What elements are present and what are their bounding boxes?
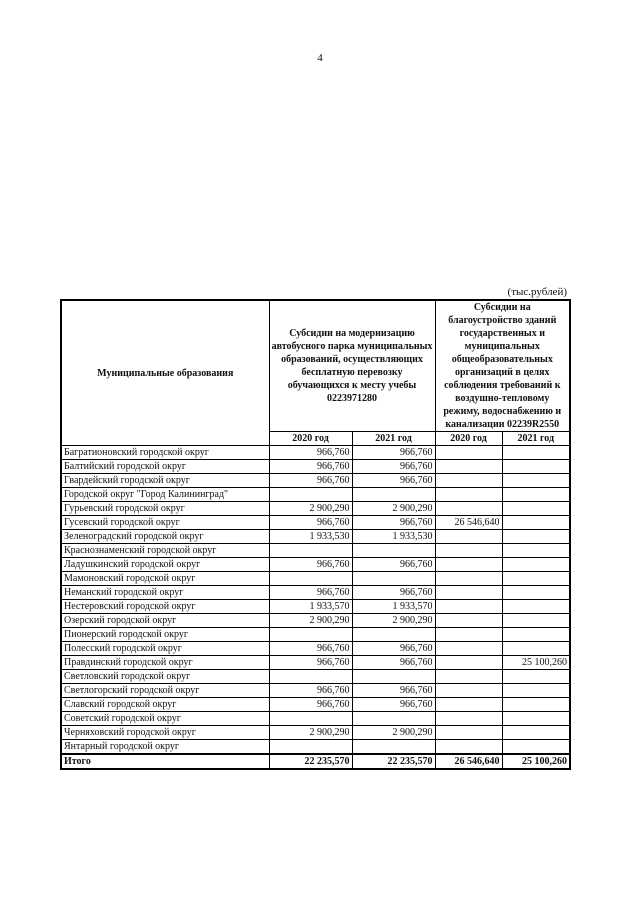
cell-bus-2020 bbox=[269, 488, 352, 502]
cell-bus-2021 bbox=[352, 712, 435, 726]
cell-bld-2021 bbox=[502, 614, 570, 628]
cell-bld-2020 bbox=[435, 474, 502, 488]
cell-bld-2021 bbox=[502, 488, 570, 502]
header-year-bus-2020: 2020 год bbox=[269, 432, 352, 446]
cell-bld-2020: 26 546,640 bbox=[435, 754, 502, 769]
municipality-name: Полесский городской округ bbox=[61, 642, 269, 656]
municipality-name: Славский городской округ bbox=[61, 698, 269, 712]
table-row bbox=[61, 656, 570, 670]
cell-bus-2021: 966,760 bbox=[352, 684, 435, 698]
cell-bus-2021: 2 900,290 bbox=[352, 614, 435, 628]
municipality-name: Гурьевский городской округ bbox=[61, 502, 269, 516]
cell-bus-2020 bbox=[269, 628, 352, 642]
cell-bus-2021: 966,760 bbox=[352, 446, 435, 460]
cell-bld-2020 bbox=[435, 740, 502, 755]
cell-bld-2021 bbox=[502, 698, 570, 712]
cell-bus-2020: 1 933,530 bbox=[269, 530, 352, 544]
cell-bld-2021 bbox=[502, 446, 570, 460]
cell-bus-2021: 22 235,570 bbox=[352, 754, 435, 769]
cell-bus-2021: 966,760 bbox=[352, 474, 435, 488]
table-row bbox=[61, 740, 570, 755]
cell-bld-2021 bbox=[502, 684, 570, 698]
cell-bus-2021 bbox=[352, 572, 435, 586]
cell-bld-2020 bbox=[435, 614, 502, 628]
table-row bbox=[61, 642, 570, 656]
cell-bld-2021: 25 100,260 bbox=[502, 754, 570, 769]
header-year-bld-2020: 2020 год bbox=[435, 432, 502, 446]
cell-bld-2020 bbox=[435, 530, 502, 544]
table-row bbox=[61, 502, 570, 516]
header-year-bus-2021: 2021 год bbox=[352, 432, 435, 446]
cell-bld-2020 bbox=[435, 670, 502, 684]
units-note: (тыс.рублей) bbox=[507, 286, 567, 298]
table-row bbox=[61, 572, 570, 586]
municipality-name: Пионерский городской округ bbox=[61, 628, 269, 642]
cell-bus-2021: 1 933,530 bbox=[352, 530, 435, 544]
table-row bbox=[61, 600, 570, 614]
cell-bus-2021: 2 900,290 bbox=[352, 502, 435, 516]
cell-bus-2021: 966,760 bbox=[352, 558, 435, 572]
cell-bus-2020: 966,760 bbox=[269, 642, 352, 656]
table-row bbox=[61, 460, 570, 474]
cell-bld-2021 bbox=[502, 558, 570, 572]
cell-bld-2020 bbox=[435, 446, 502, 460]
municipality-name: Озерский городской округ bbox=[61, 614, 269, 628]
cell-bus-2020 bbox=[269, 712, 352, 726]
table-row bbox=[61, 586, 570, 600]
table-row bbox=[61, 726, 570, 740]
municipality-name: Балтийский городской округ bbox=[61, 460, 269, 474]
header-buildings-subsidy: Субсидии на благоустройство зданий государственных и муниципальных общеобразовательных организаций в целях соблюдения требований к воздушно-тепловому режиму, водоснабжению и канализации 02239R2550 bbox=[435, 300, 570, 432]
cell-bld-2020 bbox=[435, 488, 502, 502]
cell-bld-2020 bbox=[435, 656, 502, 670]
municipality-name: Светловский городской округ bbox=[61, 670, 269, 684]
municipality-name: Нестеровский городской округ bbox=[61, 600, 269, 614]
cell-bus-2021 bbox=[352, 544, 435, 558]
cell-bus-2021: 966,760 bbox=[352, 586, 435, 600]
municipality-name: Ладушкинский городской округ bbox=[61, 558, 269, 572]
cell-bus-2020: 966,760 bbox=[269, 460, 352, 474]
municipality-name: Краснознаменский городской округ bbox=[61, 544, 269, 558]
cell-bld-2021 bbox=[502, 628, 570, 642]
cell-bld-2020 bbox=[435, 712, 502, 726]
cell-bld-2020 bbox=[435, 544, 502, 558]
cell-bld-2021 bbox=[502, 586, 570, 600]
cell-bld-2020: 26 546,640 bbox=[435, 516, 502, 530]
table-row bbox=[61, 628, 570, 642]
cell-bld-2020 bbox=[435, 726, 502, 740]
cell-bld-2021: 25 100,260 bbox=[502, 656, 570, 670]
total-row bbox=[61, 754, 570, 769]
cell-bld-2020 bbox=[435, 642, 502, 656]
cell-bus-2020 bbox=[269, 740, 352, 755]
cell-bus-2020: 966,760 bbox=[269, 586, 352, 600]
cell-bld-2021 bbox=[502, 712, 570, 726]
cell-bus-2021 bbox=[352, 488, 435, 502]
cell-bus-2020: 966,760 bbox=[269, 516, 352, 530]
cell-bld-2021 bbox=[502, 726, 570, 740]
municipality-name: Светлогорский городской округ bbox=[61, 684, 269, 698]
cell-bus-2021: 966,760 bbox=[352, 642, 435, 656]
header-municipality: Муниципальные образования bbox=[61, 300, 269, 446]
cell-bus-2021: 966,760 bbox=[352, 656, 435, 670]
cell-bus-2020: 22 235,570 bbox=[269, 754, 352, 769]
table-row bbox=[61, 614, 570, 628]
cell-bus-2020: 966,760 bbox=[269, 698, 352, 712]
cell-bld-2021 bbox=[502, 740, 570, 755]
cell-bld-2021 bbox=[502, 460, 570, 474]
table-row bbox=[61, 544, 570, 558]
table-row bbox=[61, 516, 570, 530]
cell-bus-2020: 2 900,290 bbox=[269, 726, 352, 740]
municipality-name: Гусевский городской округ bbox=[61, 516, 269, 530]
cell-bld-2021 bbox=[502, 572, 570, 586]
cell-bld-2020 bbox=[435, 698, 502, 712]
municipality-name: Зеленоградский городской округ bbox=[61, 530, 269, 544]
municipality-name: Городской округ "Город Калининград" bbox=[61, 488, 269, 502]
cell-bld-2020 bbox=[435, 600, 502, 614]
table-row bbox=[61, 446, 570, 460]
cell-bus-2021: 1 933,570 bbox=[352, 600, 435, 614]
table-row bbox=[61, 712, 570, 726]
cell-bus-2021 bbox=[352, 670, 435, 684]
cell-bus-2020 bbox=[269, 670, 352, 684]
cell-bld-2020 bbox=[435, 628, 502, 642]
cell-bld-2021 bbox=[502, 600, 570, 614]
cell-bld-2021 bbox=[502, 516, 570, 530]
municipality-name: Гвардейский городской округ bbox=[61, 474, 269, 488]
cell-bld-2020 bbox=[435, 502, 502, 516]
subsidy-table bbox=[60, 299, 571, 770]
cell-bus-2020: 966,760 bbox=[269, 446, 352, 460]
page-number: 4 bbox=[317, 52, 323, 64]
table-row bbox=[61, 684, 570, 698]
cell-bus-2021 bbox=[352, 628, 435, 642]
cell-bld-2021 bbox=[502, 544, 570, 558]
cell-bus-2020: 2 900,290 bbox=[269, 614, 352, 628]
table-row bbox=[61, 530, 570, 544]
table-row bbox=[61, 474, 570, 488]
cell-bus-2021: 966,760 bbox=[352, 516, 435, 530]
cell-bld-2021 bbox=[502, 642, 570, 656]
table-row bbox=[61, 698, 570, 712]
cell-bld-2021 bbox=[502, 474, 570, 488]
header-year-bld-2021: 2021 год bbox=[502, 432, 570, 446]
cell-bus-2020: 966,760 bbox=[269, 558, 352, 572]
municipality-name: Советский городской округ bbox=[61, 712, 269, 726]
cell-bld-2020 bbox=[435, 558, 502, 572]
municipality-name: Черняховский городской округ bbox=[61, 726, 269, 740]
table-row bbox=[61, 558, 570, 572]
cell-bus-2020 bbox=[269, 572, 352, 586]
cell-bus-2021: 966,760 bbox=[352, 460, 435, 474]
cell-bus-2021: 966,760 bbox=[352, 698, 435, 712]
cell-bus-2021 bbox=[352, 740, 435, 755]
cell-bld-2021 bbox=[502, 502, 570, 516]
cell-bld-2020 bbox=[435, 572, 502, 586]
municipality-name: Багратионовский городской округ bbox=[61, 446, 269, 460]
cell-bld-2021 bbox=[502, 670, 570, 684]
cell-bus-2020: 966,760 bbox=[269, 474, 352, 488]
table-row bbox=[61, 670, 570, 684]
header-bus-subsidy: Субсидии на модернизацию автобусного парка муниципальных образований, осуществляющих бесплатную перевозку обучающихся к месту учебы 0223971280 bbox=[269, 300, 435, 432]
municipality-name: Правдинский городской округ bbox=[61, 656, 269, 670]
cell-bus-2020: 966,760 bbox=[269, 656, 352, 670]
cell-bus-2020 bbox=[269, 544, 352, 558]
cell-bus-2020: 2 900,290 bbox=[269, 502, 352, 516]
municipality-name: Янтарный городской округ bbox=[61, 740, 269, 755]
cell-bld-2020 bbox=[435, 684, 502, 698]
cell-bld-2020 bbox=[435, 586, 502, 600]
table-row bbox=[61, 488, 570, 502]
cell-bus-2020: 966,760 bbox=[269, 684, 352, 698]
municipality-name: Мамоновский городской округ bbox=[61, 572, 269, 586]
cell-bld-2021 bbox=[502, 530, 570, 544]
cell-bld-2020 bbox=[435, 460, 502, 474]
cell-bus-2021: 2 900,290 bbox=[352, 726, 435, 740]
total-label: Итого bbox=[61, 754, 269, 769]
municipality-name: Неманский городской округ bbox=[61, 586, 269, 600]
cell-bus-2020: 1 933,570 bbox=[269, 600, 352, 614]
